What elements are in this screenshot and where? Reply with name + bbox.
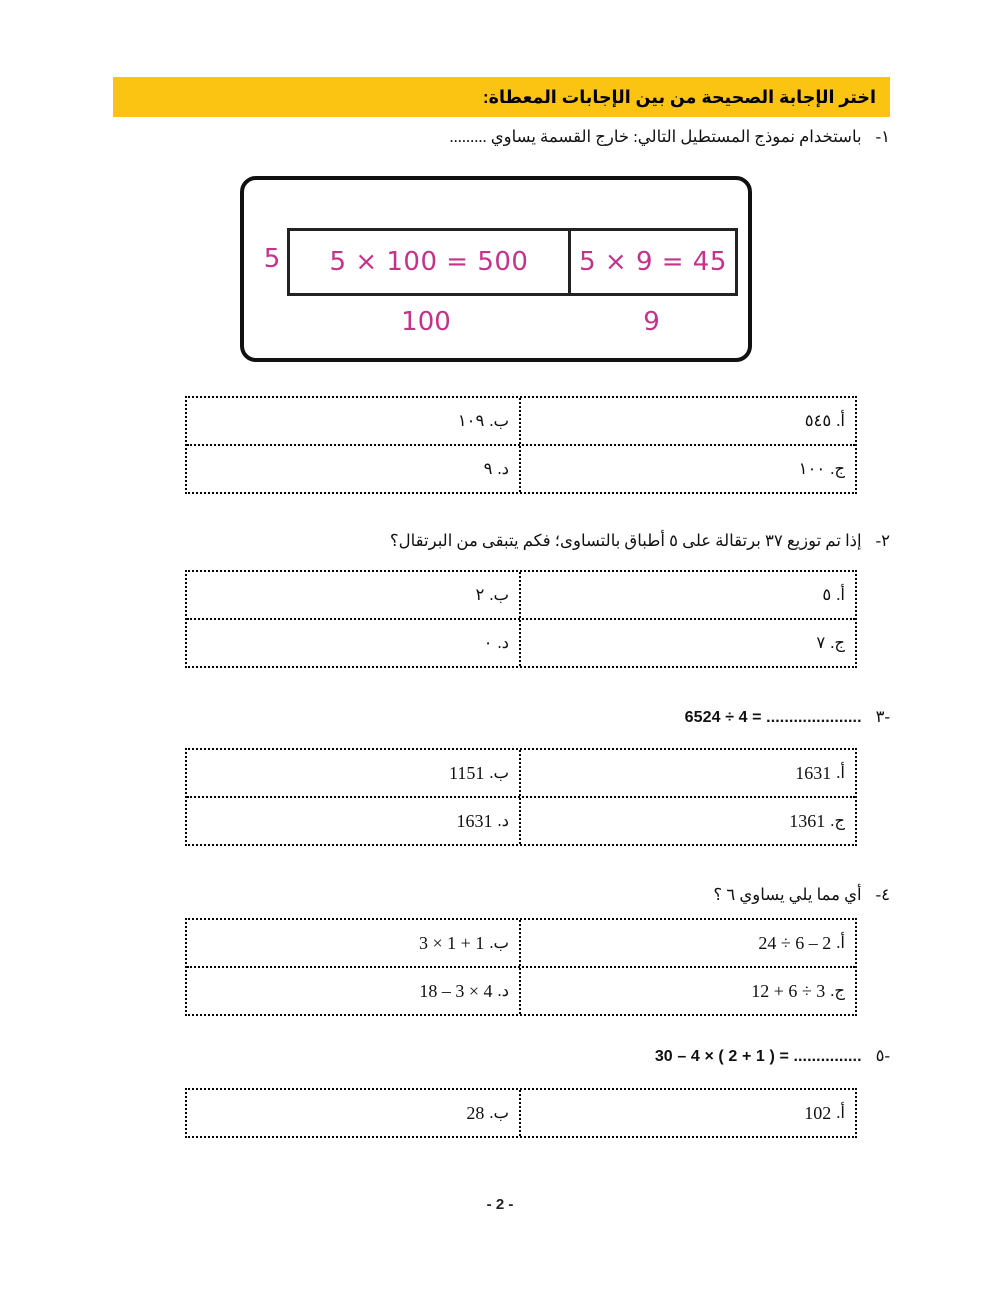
question-3-options-table (185, 748, 857, 846)
model-side-length: 5 (263, 244, 281, 274)
option-5b[interactable] (187, 1090, 521, 1136)
option-value: 28 (466, 1102, 485, 1123)
option-letter: ب. (489, 585, 509, 604)
option-value: ٥ (822, 585, 832, 604)
option-letter: أ. (836, 933, 845, 952)
model-bottom-labels (287, 302, 738, 342)
table-row (187, 572, 855, 620)
option-letter: ج. (830, 459, 845, 478)
table-row (187, 798, 855, 844)
model-label-right: 9 (643, 307, 660, 337)
model-label-left: 100 (401, 307, 451, 337)
question-2-line (113, 531, 890, 551)
table-row (187, 620, 855, 666)
option-value: 3 × 1 + 1 (419, 932, 485, 953)
table-row (187, 1090, 855, 1136)
option-letter: ج. (830, 981, 845, 1000)
section-banner (113, 77, 890, 117)
option-letter: د. (497, 981, 509, 1000)
option-value: ١٠٩ (457, 411, 485, 430)
question-2-number: ٢- (875, 531, 890, 550)
option-value: 1631 (795, 762, 832, 783)
question-5-line (113, 1046, 890, 1066)
section-banner-title: اختر الإجابة الصحيحة من بين الإجابات المعطاة: (482, 86, 876, 107)
question-4-line (113, 885, 890, 905)
question-2-text: إذا تم توزيع ٣٧ برتقالة على ٥ أطباق بالتساوى؛ فكم يتبقى من البرتقال؟ (389, 531, 862, 550)
question-4-number: ٤- (875, 885, 890, 904)
option-2a[interactable] (521, 572, 855, 618)
option-1c[interactable] (521, 446, 855, 492)
option-letter: د. (497, 633, 509, 652)
option-4d[interactable] (187, 968, 521, 1014)
option-value: ٧ (816, 633, 826, 652)
option-3b[interactable] (187, 750, 521, 796)
option-3d[interactable] (187, 798, 521, 844)
model-cell-left: 5 × 100 = 500 (329, 247, 529, 277)
option-letter: ب. (489, 1103, 509, 1122)
option-value: ٢ (475, 585, 485, 604)
table-row (187, 920, 855, 968)
question-1-text: باستخدام نموذج المستطيل التالي: خارج القسمة يساوي ......... (449, 127, 862, 146)
rectangle-area-model-diagram (240, 176, 752, 362)
question-3-text: 6524 ÷ 4 = ..................... (684, 709, 862, 726)
option-value: ٩ (483, 459, 493, 478)
option-value: 12 + 6 ÷ 3 (751, 980, 826, 1001)
option-value: 24 ÷ 6 – 2 (758, 932, 832, 953)
option-1a[interactable] (521, 398, 855, 444)
question-1-number: ١- (875, 127, 890, 146)
option-2d[interactable] (187, 620, 521, 666)
model-inner-rectangle (287, 228, 738, 296)
option-letter: ب. (489, 933, 509, 952)
option-letter: د. (497, 459, 509, 478)
question-2-options-table (185, 570, 857, 668)
option-value: 102 (804, 1102, 832, 1123)
option-value: ٠ (483, 633, 493, 652)
option-4a[interactable] (521, 920, 855, 966)
option-letter: ج. (830, 633, 845, 652)
option-letter: ج. (830, 811, 845, 830)
option-letter: ب. (489, 411, 509, 430)
question-5-options-table (185, 1088, 857, 1138)
option-letter: أ. (836, 411, 845, 430)
question-4-options-table (185, 918, 857, 1016)
option-value: 1361 (789, 810, 826, 831)
page-number-footer: - 2 - (486, 1196, 514, 1213)
table-row (187, 446, 855, 492)
question-1-options-table (185, 396, 857, 494)
table-row (187, 398, 855, 446)
question-5-text: 30 – 4 × ( 2 + 1 ) = ............... (654, 1048, 862, 1065)
option-letter: د. (497, 811, 509, 830)
question-4-text: أي مما يلي يساوي ٦ ؟ (713, 885, 862, 904)
question-3-number: -٣ (875, 707, 890, 726)
option-1d[interactable] (187, 446, 521, 492)
option-letter: ب. (489, 763, 509, 782)
option-value: ٥٤٥ (804, 411, 832, 430)
option-5a[interactable] (521, 1090, 855, 1136)
table-row (187, 750, 855, 798)
option-letter: أ. (836, 585, 845, 604)
table-row (187, 968, 855, 1014)
option-value: 1631 (456, 810, 493, 831)
option-value: 1151 (448, 762, 485, 783)
option-3a[interactable] (521, 750, 855, 796)
option-2c[interactable] (521, 620, 855, 666)
option-value: ١٠٠ (798, 459, 826, 478)
option-2b[interactable] (187, 572, 521, 618)
question-5-number: -٥ (875, 1046, 890, 1065)
question-3-line (113, 707, 890, 727)
option-3c[interactable] (521, 798, 855, 844)
option-4b[interactable] (187, 920, 521, 966)
model-cell-right: 5 × 9 = 45 (568, 231, 735, 293)
question-1-line (113, 127, 890, 147)
option-value: 18 – 3 × 4 (419, 980, 493, 1001)
option-letter: أ. (836, 1103, 845, 1122)
option-1b[interactable] (187, 398, 521, 444)
option-4c[interactable] (521, 968, 855, 1014)
option-letter: أ. (836, 763, 845, 782)
